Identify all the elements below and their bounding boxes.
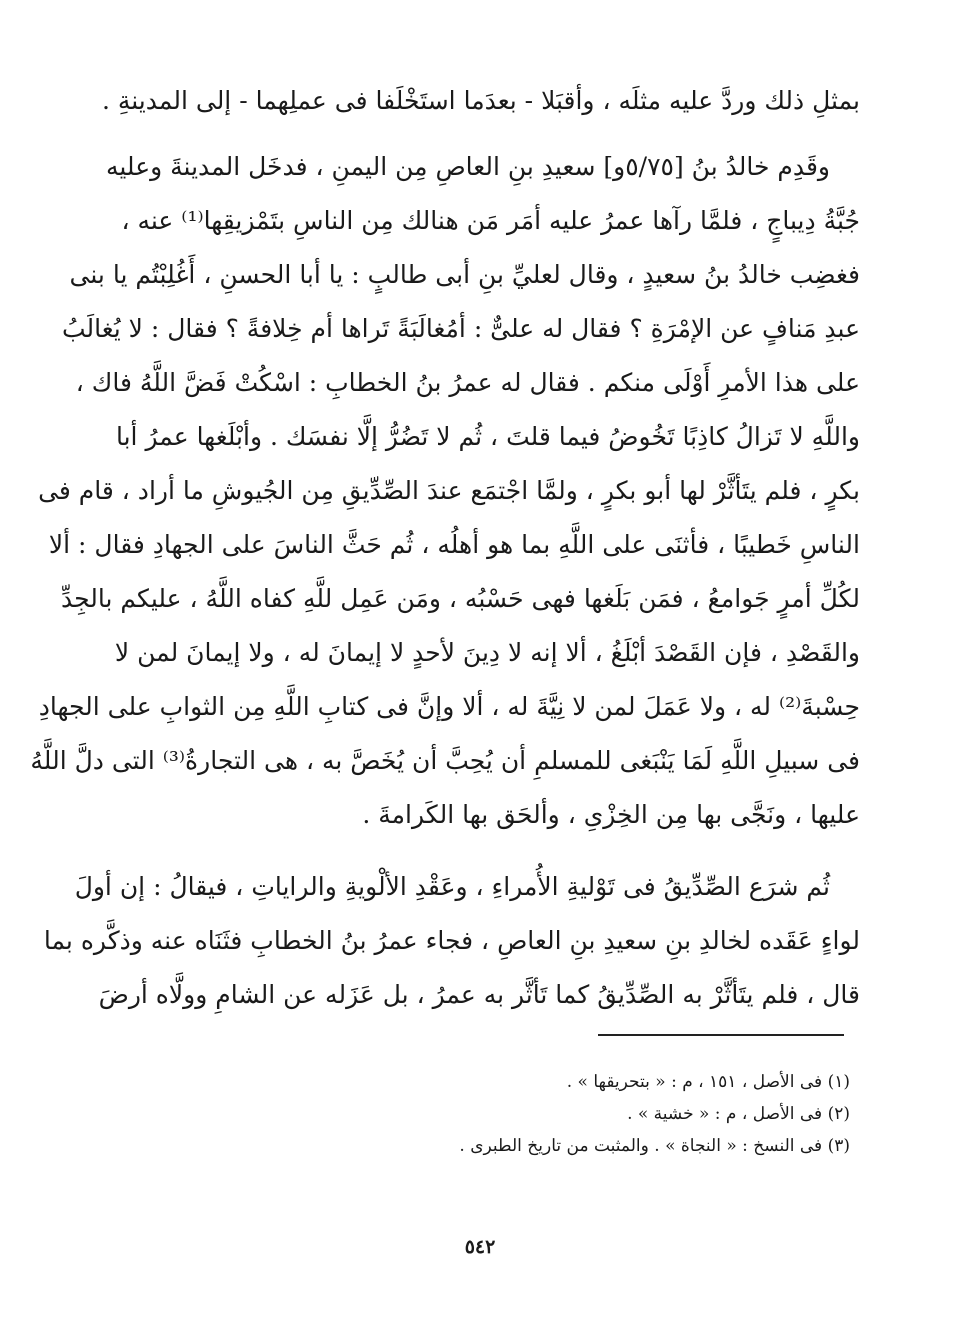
text-line: عبدِ مَنافٍ عن الإمْرَةِ ؟ فقال له علىٌّ : أمُغالَبَةً تَراها أم خِلافةً ؟ فقال : لا يُغالَبُ (61, 314, 860, 343)
footnotes (420, 1066, 850, 1162)
footnote-3: (٣) فى النسخ : « النجاة » . والمثبت من تاريخ الطبرى . (459, 1136, 850, 1156)
text-line: على هذا الأمرِ أَوْلَى منكم . فقال له عمرُ بنُ الخطابِ : اسْكُتْ فَضَّ اللَّهُ فاك ، (75, 368, 860, 397)
text-line: وقَدِم خالدُ بنُ [٥/٧٥و] سعيدِ بنِ العاصِ مِن اليمنِ ، فدخَل المدينةَ وعليه (105, 152, 830, 181)
text-line: بمثلِ ذلك وردَّ عليه مثلَه ، وأقبَلا - بعدَما استَخْلَفا فى عملِهما - إلى المدينةِ . (101, 86, 860, 115)
text-line: فغضِب خالدُ بنُ سعيدٍ ، وقال لعليِّ بنِ أبى طالبٍ : يا أبا الحسنِ ، أَغُلِبْتُم يا بنى (69, 260, 860, 289)
text-line: حِسْبةَ⁽²⁾ له ، ولا عَمَلَ لمن لا نِيَّةَ له ، ألا وإنَّ فى كتابِ اللَّهِ مِن الثوابِ على الجهادِ (38, 692, 860, 721)
footnote-divider (598, 1034, 844, 1036)
paragraph-1 (101, 74, 860, 128)
paragraph-2 (30, 140, 860, 842)
text-line: قال ، فلم يتَأثَّرْ به الصِّدِّيقُ كما تَأثَّر به عمرُ ، بل عَزَله عن الشامِ وولَّاه أرضَ (98, 980, 860, 1009)
footnote-1: (١) فى الأصل ، ١٥١ ، م : « بتحريقها » . (566, 1072, 850, 1092)
text-line: ثُم شرَع الصِّدِّيقُ فى تَوْليةِ الأُمراءِ ، وعَقْدِ الألْويةِ والراياتِ ، فيقالُ : إن أولَ (74, 872, 830, 901)
page-number: ٥٤٢ (464, 1236, 496, 1258)
text-line: فى سبيلِ اللَّهِ لَمَا يَنْبَغى للمسلمِ أن يُحِبَّ أن يُخَصَّ به ، هى التجارةُ⁽³⁾ التى دلَّ اللَّهُ (30, 746, 860, 775)
text-line: لواءٍ عَقَده لخالدِ بنِ سعيدِ بنِ العاصِ ، فجاء عمرُ بنُ الخطابِ فثَنَاه عنه وذكَّره بما (43, 926, 860, 955)
paragraph-3 (43, 860, 860, 1022)
text-line: والقَصْدِ ، فإن القَصْدَ أبْلَغُ ، ألا إنه لا دِينَ لأحدٍ لا إيمانَ له ، ولا إيمانَ لمن لا (114, 638, 860, 667)
footnote-2: (٢) فى الأصل ، م : « خشية » . (627, 1104, 850, 1124)
text-line: الناسِ خَطيبًا ، فأثنَى على اللَّهِ بما هو أهلُه ، ثُم حَثَّ الناسَ على الجهادِ فقال : ألا (48, 530, 860, 559)
text-line: لكُلِّ أمرٍ جَوامعُ ، فمَن بَلَغها فهى حَسْبُه ، ومَن عَمِل للَّهِ كفاه اللَّهُ ، عليكم بالجِدِّ (61, 584, 860, 613)
text-line: بكرٍ ، فلم يتَأثَّرْ لها أبو بكرٍ ، ولمَّا اجْتمَع عندَ الصِّدِّيقِ مِن الجُيوشِ ما أراد ، قام فى (38, 476, 860, 505)
text-line: جُبَّةُ دِيباجٍ ، فلمَّا رآها عمرُ عليه أمَر مَن هنالك مِن الناسِ بتَمْزيقِها⁽¹⁾ عنه ، (121, 206, 860, 235)
text-line: واللَّهِ لا تَزالُ كاذِبًا تَخُوضُ فيما قلتَ ، ثُم لا تَضُرُّ إلَّا نفسَك . وأبْلَغها عمرُ أبا (115, 422, 860, 451)
text-line: عليها ، ونَجَّى بها مِن الخِزْىِ ، وألحَق بها الكَرامةَ . (362, 800, 860, 829)
